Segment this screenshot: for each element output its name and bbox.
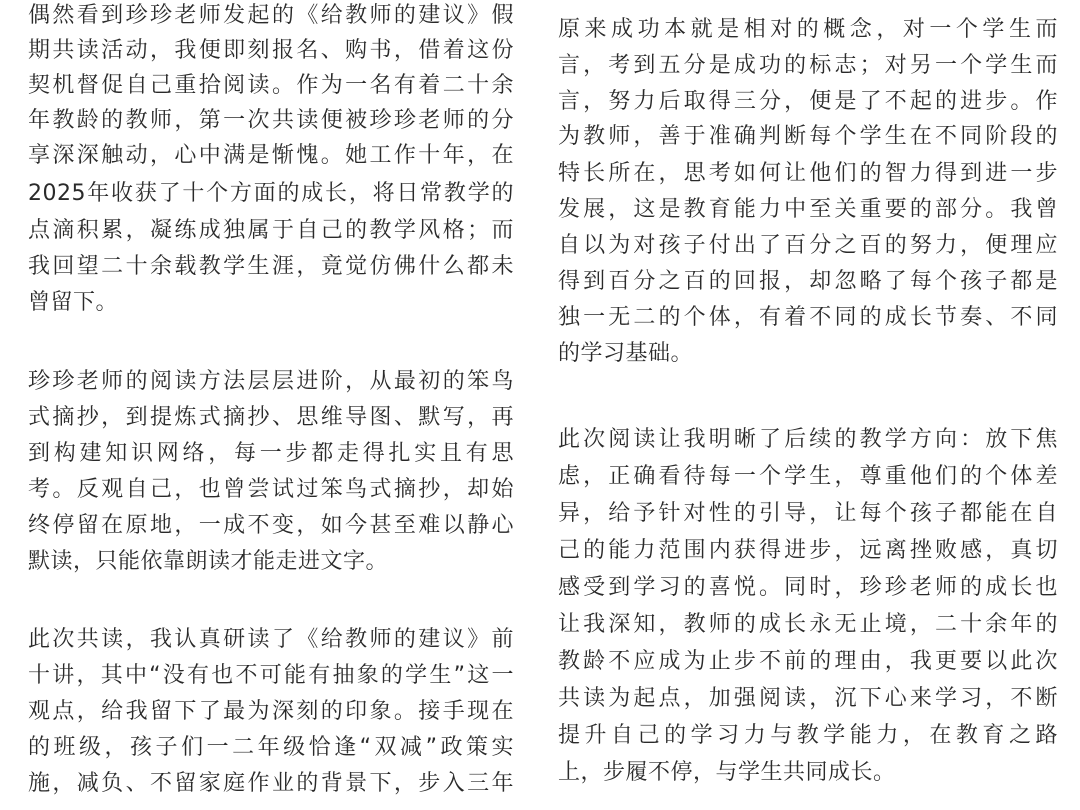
text-line: 式摘抄，到提炼式摘抄、思维导图、默写，再 — [28, 405, 514, 430]
text-line: 考。反观自己，也曾尝试过笨鸟式摘抄，却始 — [28, 477, 514, 502]
text-line: 年教龄的教师，第一次共读便被珍珍老师的分 — [28, 108, 514, 133]
text-line: 期共读活动，我便即刻报名、购书，借着这份 — [28, 38, 514, 63]
text-line: 言，考到五分是成功的标志；对另一个学生而 — [558, 53, 1058, 78]
text-line: 为教师，善于准确判断每个学生在不同阶段的 — [558, 124, 1058, 149]
text-line: 曾留下。 — [28, 290, 119, 315]
text-line: 十讲，其中“没有也不可能有抽象的学生”这一 — [28, 663, 514, 688]
text-line: 己的能力范围内获得进步，远离挫败感，真切 — [558, 538, 1058, 563]
text-line: 珍珍老师的阅读方法层层进阶，从最初的笨鸟 — [28, 369, 514, 394]
text-line: 观点，给我留下了最为深刻的印象。接手现在 — [28, 699, 514, 724]
text-line: 契机督促自己重拾阅读。作为一名有着二十余 — [28, 73, 514, 98]
text-line: 上，步履不停，与学生共同成长。 — [558, 760, 896, 785]
text-line: 虑，正确看待每一个学生，尊重他们的个体差 — [558, 464, 1058, 489]
text-line: 原来成功本就是相对的概念，对一个学生而 — [558, 17, 1058, 42]
text-line: 言，努力后取得三分，便是了不起的进步。作 — [558, 89, 1058, 114]
text-line: 的班级，孩子们一二年级恰逢“双减”政策实 — [28, 735, 514, 760]
text-line: 提升自己的学习力与教学能力，在教育之路 — [558, 723, 1058, 748]
text-line: 共读为起点，加强阅读，沉下心来学习，不断 — [558, 686, 1058, 711]
text-line: 默读，只能依靠朗读才能走进文字。 — [28, 549, 389, 574]
text-line: 此次共读，我认真研读了《给教师的建议》前 — [28, 627, 514, 652]
text-line: 特长所在，思考如何让他们的智力得到进一步 — [558, 161, 1058, 186]
text-line: 我回望二十余载教学生涯，竟觉仿佛什么都未 — [28, 254, 514, 279]
text-line: 的学习基础。 — [558, 341, 694, 366]
text-line: 到构建知识网络，每一步都走得扎实且有思 — [28, 441, 514, 466]
text-line: 施，减负、不留家庭作业的背景下，步入三年 — [28, 771, 514, 796]
text-line: 享深深触动，心中满是惭愧。她工作十年，在 — [28, 143, 514, 168]
text-line: 发展，这是教育能力中至关重要的部分。我曾 — [558, 197, 1058, 222]
text-line: 终停留在原地，一成不变，如今甚至难以静心 — [28, 513, 514, 538]
text-line: 自以为对孩子付出了百分之百的努力，便理应 — [558, 233, 1058, 258]
text-line: 独一无二的个体，有着不同的成长节奏、不同 — [558, 305, 1058, 330]
text-line: 教龄不应成为止步不前的理由，我更要以此次 — [558, 649, 1058, 674]
text-line: 此次阅读让我明晰了后续的教学方向：放下焦 — [558, 427, 1058, 452]
text-line: 偶然看到珍珍老师发起的《给教师的建议》假 — [28, 3, 514, 28]
text-line: 感受到学习的喜悦。同时，珍珍老师的成长也 — [558, 575, 1058, 600]
text-line: 让我深知，教师的成长永无止境，二十余年的 — [558, 612, 1058, 637]
text-line: 异，给予针对性的引导，让每个孩子都能在自 — [558, 501, 1058, 526]
text-line: 得到百分之百的回报，却忽略了每个孩子都是 — [558, 269, 1058, 294]
text-line: 2025年收获了十个方面的成长，将日常教学的 — [28, 181, 514, 206]
text-line: 点滴积累，凝练成独属于自己的教学风格；而 — [28, 218, 514, 243]
